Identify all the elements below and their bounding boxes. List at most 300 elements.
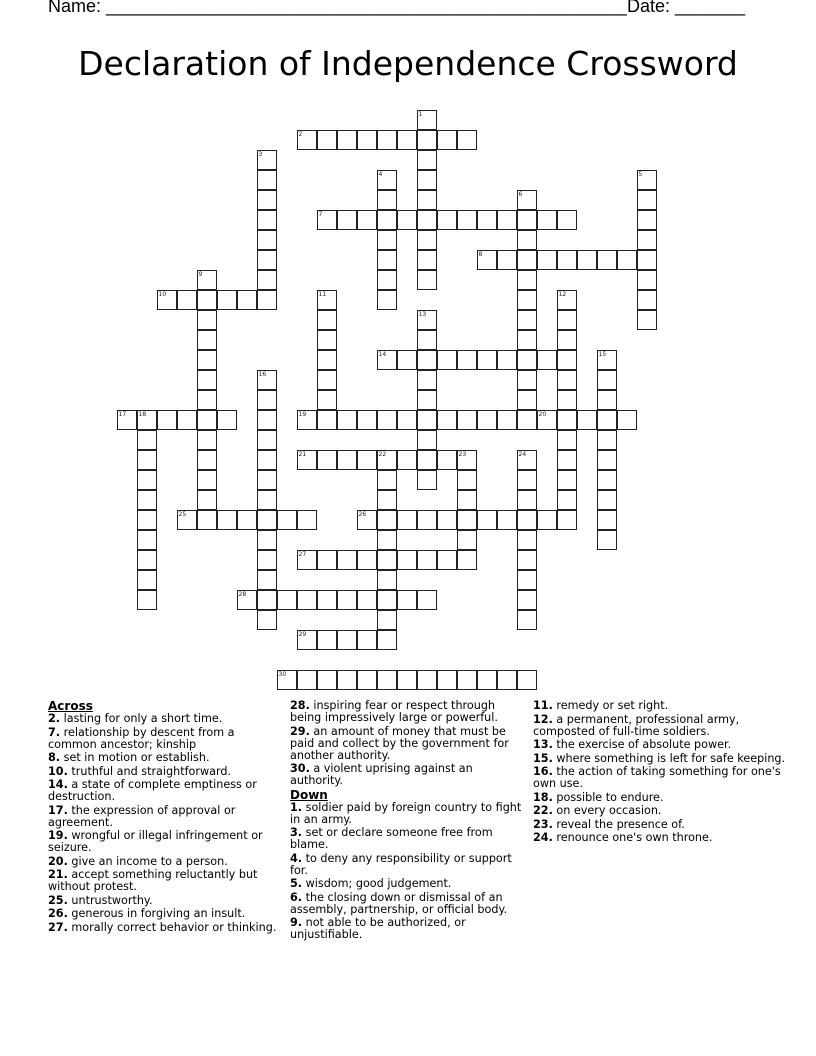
crossword-cell[interactable]	[257, 210, 277, 230]
crossword-cell[interactable]	[257, 150, 277, 170]
crossword-cell[interactable]	[357, 410, 377, 430]
crossword-cell[interactable]	[557, 510, 577, 530]
crossword-cell[interactable]	[337, 630, 357, 650]
crossword-cell[interactable]	[377, 130, 397, 150]
crossword-cell[interactable]	[257, 290, 277, 310]
crossword-cell[interactable]	[637, 230, 657, 250]
clue-item	[48, 766, 280, 778]
crossword-cell[interactable]	[397, 450, 417, 470]
crossword-cell[interactable]	[557, 390, 577, 410]
crossword-cell[interactable]	[517, 250, 537, 270]
clue-item	[48, 908, 280, 920]
crossword-cell[interactable]	[137, 410, 157, 430]
crossword-cell[interactable]	[297, 630, 317, 650]
crossword-cell[interactable]	[417, 230, 437, 250]
clue-text: set in motion or establish.	[63, 751, 210, 764]
crossword-cell[interactable]	[597, 450, 617, 470]
crossword-cell[interactable]	[317, 670, 337, 690]
clue-text: a violent uprising against an authority.	[290, 762, 473, 787]
crossword-cell[interactable]	[437, 350, 457, 370]
crossword-cell[interactable]	[377, 190, 397, 210]
crossword-cell[interactable]	[357, 510, 377, 530]
crossword-cell[interactable]	[397, 510, 417, 530]
crossword-cell[interactable]	[557, 350, 577, 370]
crossword-cell[interactable]	[417, 310, 437, 330]
crossword-cell[interactable]	[397, 670, 417, 690]
crossword-cell[interactable]	[397, 130, 417, 150]
crossword-cell[interactable]	[217, 510, 237, 530]
crossword-cell[interactable]	[477, 670, 497, 690]
crossword-cell[interactable]	[137, 570, 157, 590]
crossword-cell[interactable]	[637, 190, 657, 210]
crossword-cell[interactable]	[357, 550, 377, 570]
clue-text: inspiring fear or respect through being impressively large or powerful.	[290, 699, 498, 724]
crossword-cell[interactable]	[317, 450, 337, 470]
crossword-cell[interactable]	[417, 670, 437, 690]
crossword-cell[interactable]	[257, 610, 277, 630]
crossword-cell[interactable]	[637, 250, 657, 270]
crossword-cell[interactable]	[357, 450, 377, 470]
crossword-cell[interactable]	[297, 590, 317, 610]
crossword-cell[interactable]	[517, 670, 537, 690]
crossword-cell[interactable]	[417, 150, 437, 170]
crossword-cell[interactable]	[337, 550, 357, 570]
crossword-cell[interactable]	[637, 270, 657, 290]
crossword-cell[interactable]	[437, 510, 457, 530]
crossword-cell[interactable]	[517, 410, 537, 430]
crossword-cell[interactable]	[317, 550, 337, 570]
crossword-cell[interactable]	[357, 670, 377, 690]
clue-number: 7.	[48, 725, 61, 739]
crossword-cell[interactable]	[577, 250, 597, 270]
crossword-cell[interactable]	[557, 450, 577, 470]
crossword-cell[interactable]	[277, 510, 297, 530]
crossword-cell[interactable]	[517, 330, 537, 350]
crossword-cell[interactable]	[137, 430, 157, 450]
crossword-cell[interactable]	[257, 170, 277, 190]
crossword-cell[interactable]	[337, 450, 357, 470]
crossword-cell[interactable]	[637, 210, 657, 230]
crossword-cell[interactable]	[217, 410, 237, 430]
crossword-cell[interactable]	[437, 210, 457, 230]
crossword-cell[interactable]	[557, 330, 577, 350]
crossword-cell[interactable]	[457, 490, 477, 510]
crossword-cell[interactable]	[437, 450, 457, 470]
crossword-cell[interactable]	[257, 510, 277, 530]
clue-number: 28	[238, 590, 247, 598]
name-field[interactable]: Name: ____________________________________________________	[48, 0, 627, 16]
crossword-cell[interactable]	[197, 370, 217, 390]
crossword-cell[interactable]	[217, 290, 237, 310]
crossword-cell[interactable]	[517, 290, 537, 310]
crossword-cell[interactable]	[257, 390, 277, 410]
crossword-cell[interactable]	[377, 290, 397, 310]
crossword-cell[interactable]	[257, 370, 277, 390]
crossword-cell[interactable]	[417, 450, 437, 470]
clue-item	[533, 819, 793, 831]
crossword-cell[interactable]	[597, 390, 617, 410]
clue-item	[290, 917, 528, 941]
clue-item	[48, 895, 280, 907]
crossword-cell[interactable]	[517, 530, 537, 550]
crossword-cell[interactable]	[297, 130, 317, 150]
crossword-cell[interactable]	[257, 430, 277, 450]
crossword-cell[interactable]	[477, 350, 497, 370]
clue-text: not able to be authorized, or unjustifiable.	[290, 916, 466, 941]
crossword-cell[interactable]	[257, 570, 277, 590]
clue-number: 20.	[48, 854, 68, 868]
crossword-cell[interactable]	[397, 590, 417, 610]
crossword-cell[interactable]	[497, 210, 517, 230]
crossword-cell[interactable]	[457, 510, 477, 530]
crossword-cell[interactable]	[497, 250, 517, 270]
crossword-cell[interactable]	[357, 590, 377, 610]
crossword-cell[interactable]	[417, 270, 437, 290]
crossword-cell[interactable]	[317, 310, 337, 330]
clue-number: 11.	[533, 699, 553, 712]
crossword-cell[interactable]	[317, 350, 337, 370]
crossword-cell[interactable]	[517, 230, 537, 250]
crossword-cell[interactable]	[337, 210, 357, 230]
clue-number: 6.	[290, 890, 303, 904]
clue-number: 19	[298, 410, 307, 418]
crossword-cell[interactable]	[557, 370, 577, 390]
crossword-cell[interactable]	[257, 470, 277, 490]
crossword-cell[interactable]	[597, 490, 617, 510]
crossword-cell[interactable]	[197, 490, 217, 510]
crossword-cell[interactable]	[517, 470, 537, 490]
crossword-cell[interactable]	[557, 250, 577, 270]
clue-number: 12.	[533, 712, 553, 726]
crossword-cell[interactable]	[517, 610, 537, 630]
clue-number: 30.	[290, 762, 310, 775]
crossword-cell[interactable]	[317, 370, 337, 390]
crossword-cell[interactable]	[197, 350, 217, 370]
clue-number: 11	[318, 290, 327, 298]
crossword-cell[interactable]	[417, 410, 437, 430]
clue-text: a state of complete emptiness or destruction.	[48, 778, 257, 803]
crossword-cell[interactable]	[377, 590, 397, 610]
crossword-cell[interactable]	[137, 550, 157, 570]
clue-number: 7	[318, 210, 323, 218]
crossword-cell[interactable]	[417, 510, 437, 530]
crossword-cell[interactable]	[257, 410, 277, 430]
crossword-cell[interactable]	[257, 270, 277, 290]
crossword-cell[interactable]	[377, 630, 397, 650]
crossword-cell[interactable]	[597, 250, 617, 270]
crossword-cell[interactable]	[537, 250, 557, 270]
crossword-cell[interactable]	[377, 670, 397, 690]
crossword-cell[interactable]	[557, 290, 577, 310]
crossword-cell[interactable]	[197, 310, 217, 330]
crossword-cell[interactable]	[197, 470, 217, 490]
clue-number: 17	[118, 410, 127, 418]
clue-number: 1	[418, 110, 423, 118]
crossword-cell[interactable]	[417, 350, 437, 370]
crossword-cell[interactable]	[457, 670, 477, 690]
clue-item	[48, 869, 280, 893]
crossword-cell[interactable]	[197, 290, 217, 310]
crossword-cell[interactable]	[377, 170, 397, 190]
crossword-cell[interactable]	[337, 590, 357, 610]
crossword-cell[interactable]	[397, 550, 417, 570]
crossword-cell[interactable]	[317, 210, 337, 230]
clue-number: 16	[258, 370, 267, 378]
clue-item	[290, 878, 528, 890]
crossword-cell[interactable]	[357, 630, 377, 650]
crossword-cell[interactable]	[497, 350, 517, 370]
crossword-cell[interactable]	[537, 210, 557, 230]
crossword-cell[interactable]	[177, 510, 197, 530]
crossword-cell[interactable]	[137, 590, 157, 610]
crossword-cell[interactable]	[337, 670, 357, 690]
crossword-cell[interactable]	[537, 510, 557, 530]
crossword-cell[interactable]	[377, 530, 397, 550]
crossword-cell[interactable]	[517, 490, 537, 510]
crossword-cell[interactable]	[417, 470, 437, 490]
crossword-cell[interactable]	[137, 470, 157, 490]
crossword-cell[interactable]	[417, 130, 437, 150]
clue-number: 27	[298, 550, 307, 558]
crossword-cell[interactable]	[337, 410, 357, 430]
clue-number: 9	[198, 270, 203, 278]
crossword-cell[interactable]	[517, 510, 537, 530]
clue-text: generous in forgiving an insult.	[71, 907, 246, 920]
crossword-cell[interactable]	[457, 470, 477, 490]
crossword-cell[interactable]	[517, 370, 537, 390]
crossword-cell[interactable]	[137, 490, 157, 510]
crossword-cell[interactable]	[417, 430, 437, 450]
crossword-grid	[117, 110, 657, 690]
crossword-cell[interactable]	[177, 290, 197, 310]
crossword-cell[interactable]	[197, 450, 217, 470]
crossword-cell[interactable]	[417, 190, 437, 210]
crossword-cell[interactable]	[197, 410, 217, 430]
crossword-cell[interactable]	[557, 210, 577, 230]
crossword-cell[interactable]	[257, 230, 277, 250]
crossword-cell[interactable]	[257, 190, 277, 210]
crossword-cell[interactable]	[317, 590, 337, 610]
crossword-cell[interactable]	[417, 170, 437, 190]
crossword-cell[interactable]	[457, 350, 477, 370]
crossword-cell[interactable]	[377, 450, 397, 470]
crossword-cell[interactable]	[277, 670, 297, 690]
crossword-cell[interactable]	[137, 450, 157, 470]
clue-number: 21	[298, 450, 307, 458]
crossword-cell[interactable]	[517, 310, 537, 330]
clue-number: 26	[358, 510, 367, 518]
page-title: Declaration of Independence Crossword	[78, 44, 738, 83]
crossword-cell[interactable]	[597, 370, 617, 390]
crossword-cell[interactable]	[117, 410, 137, 430]
crossword-cell[interactable]	[597, 410, 617, 430]
clue-item	[48, 922, 280, 934]
crossword-cell[interactable]	[457, 550, 477, 570]
crossword-cell[interactable]	[517, 450, 537, 470]
crossword-cell[interactable]	[517, 550, 537, 570]
crossword-cell[interactable]	[417, 110, 437, 130]
crossword-cell[interactable]	[317, 410, 337, 430]
clue-item	[48, 752, 280, 764]
crossword-cell[interactable]	[417, 550, 437, 570]
crossword-cell[interactable]	[437, 670, 457, 690]
crossword-cell[interactable]	[637, 310, 657, 330]
crossword-cell[interactable]	[197, 510, 217, 530]
crossword-cell[interactable]	[337, 130, 357, 150]
crossword-cell[interactable]	[357, 210, 377, 230]
crossword-cell[interactable]	[597, 510, 617, 530]
crossword-cell[interactable]	[257, 250, 277, 270]
crossword-cell[interactable]	[297, 450, 317, 470]
crossword-cell[interactable]	[277, 590, 297, 610]
crossword-cell[interactable]	[377, 250, 397, 270]
crossword-cell[interactable]	[517, 590, 537, 610]
crossword-cell[interactable]	[417, 590, 437, 610]
crossword-cell[interactable]	[557, 410, 577, 430]
crossword-cell[interactable]	[597, 430, 617, 450]
crossword-cell[interactable]	[497, 670, 517, 690]
clue-number: 24.	[533, 831, 553, 844]
crossword-cell[interactable]	[397, 410, 417, 430]
crossword-cell[interactable]	[417, 250, 437, 270]
crossword-cell[interactable]	[377, 570, 397, 590]
crossword-cell[interactable]	[437, 130, 457, 150]
crossword-cell[interactable]	[517, 390, 537, 410]
clue-text: on every occasion.	[556, 804, 662, 817]
crossword-cell[interactable]	[397, 350, 417, 370]
clue-text: the action of taking something for one's own use.	[533, 765, 781, 790]
crossword-cell[interactable]	[317, 630, 337, 650]
crossword-cell[interactable]	[477, 510, 497, 530]
crossword-cell[interactable]	[477, 250, 497, 270]
crossword-cell[interactable]	[577, 410, 597, 430]
crossword-cell[interactable]	[637, 170, 657, 190]
clue-number: 2	[298, 130, 303, 138]
crossword-cell[interactable]	[297, 670, 317, 690]
crossword-cell[interactable]	[317, 290, 337, 310]
clue-number: 3	[258, 150, 263, 158]
crossword-cell[interactable]	[477, 210, 497, 230]
clue-item	[533, 753, 793, 765]
clue-text: untrustworthy.	[71, 893, 153, 907]
crossword-cell[interactable]	[377, 230, 397, 250]
crossword-cell[interactable]	[197, 330, 217, 350]
crossword-cell[interactable]	[177, 410, 197, 430]
clue-item	[290, 763, 528, 787]
crossword-cell[interactable]	[557, 310, 577, 330]
crossword-cell[interactable]	[437, 410, 457, 430]
crossword-cell[interactable]	[517, 570, 537, 590]
crossword-cell[interactable]	[157, 410, 177, 430]
crossword-cell[interactable]	[237, 590, 257, 610]
crossword-cell[interactable]	[417, 370, 437, 390]
crossword-cell[interactable]	[197, 270, 217, 290]
crossword-cell[interactable]	[557, 470, 577, 490]
crossword-cell[interactable]	[357, 130, 377, 150]
crossword-cell[interactable]	[437, 550, 457, 570]
date-field[interactable]: Date: _______	[627, 0, 746, 16]
crossword-cell[interactable]	[137, 510, 157, 530]
crossword-cell[interactable]	[377, 210, 397, 230]
clue-item	[533, 766, 793, 790]
crossword-cell[interactable]	[137, 530, 157, 550]
crossword-cell[interactable]	[617, 250, 637, 270]
clue-text: an amount of money that must be paid and collect by the government for another authority.	[290, 724, 509, 762]
crossword-cell[interactable]	[597, 350, 617, 370]
crossword-cell[interactable]	[377, 490, 397, 510]
crossword-cell[interactable]	[397, 210, 417, 230]
crossword-cell[interactable]	[617, 410, 637, 430]
crossword-cell[interactable]	[537, 350, 557, 370]
clue-number: 27.	[48, 920, 68, 934]
crossword-cell[interactable]	[257, 590, 277, 610]
crossword-cell[interactable]	[257, 490, 277, 510]
crossword-cell[interactable]	[597, 530, 617, 550]
crossword-cell[interactable]	[557, 430, 577, 450]
crossword-cell[interactable]	[297, 510, 317, 530]
crossword-cell[interactable]	[257, 530, 277, 550]
crossword-cell[interactable]	[377, 510, 397, 530]
crossword-cell[interactable]	[517, 190, 537, 210]
crossword-cell[interactable]	[157, 290, 177, 310]
crossword-cell[interactable]	[497, 410, 517, 430]
crossword-cell[interactable]	[197, 430, 217, 450]
crossword-cell[interactable]	[377, 550, 397, 570]
crossword-cell[interactable]	[537, 410, 557, 430]
crossword-cell[interactable]	[377, 350, 397, 370]
crossword-cell[interactable]	[197, 390, 217, 410]
crossword-cell[interactable]	[417, 390, 437, 410]
crossword-cell[interactable]	[237, 510, 257, 530]
crossword-cell[interactable]	[637, 290, 657, 310]
clue-text: remedy or set right.	[556, 699, 669, 712]
clue-number: 25	[178, 510, 187, 518]
clue-text: the expression of approval or agreement.	[48, 803, 236, 829]
crossword-cell[interactable]	[457, 210, 477, 230]
crossword-cell[interactable]	[317, 330, 337, 350]
crossword-cell[interactable]	[457, 530, 477, 550]
crossword-cell[interactable]	[377, 470, 397, 490]
crossword-cell[interactable]	[377, 410, 397, 430]
clue-item	[290, 802, 528, 826]
crossword-cell[interactable]	[257, 450, 277, 470]
clue-item	[48, 805, 280, 829]
crossword-cell[interactable]	[317, 130, 337, 150]
down-heading: Down	[290, 787, 328, 802]
crossword-cell[interactable]	[497, 510, 517, 530]
crossword-cell[interactable]	[257, 550, 277, 570]
crossword-cell[interactable]	[417, 210, 437, 230]
crossword-cell[interactable]	[517, 270, 537, 290]
crossword-cell[interactable]	[237, 290, 257, 310]
crossword-cell[interactable]	[597, 470, 617, 490]
crossword-cell[interactable]	[517, 350, 537, 370]
crossword-cell[interactable]	[477, 410, 497, 430]
crossword-cell[interactable]	[457, 130, 477, 150]
crossword-cell[interactable]	[317, 390, 337, 410]
clue-item	[533, 714, 793, 738]
crossword-cell[interactable]	[297, 550, 317, 570]
crossword-cell[interactable]	[377, 610, 397, 630]
crossword-cell[interactable]	[377, 270, 397, 290]
crossword-cell[interactable]	[517, 210, 537, 230]
clue-number: 8.	[48, 751, 61, 764]
crossword-cell[interactable]	[417, 330, 437, 350]
crossword-cell[interactable]	[457, 410, 477, 430]
crossword-cell[interactable]	[557, 490, 577, 510]
crossword-cell[interactable]	[457, 450, 477, 470]
crossword-cell[interactable]	[297, 410, 317, 430]
